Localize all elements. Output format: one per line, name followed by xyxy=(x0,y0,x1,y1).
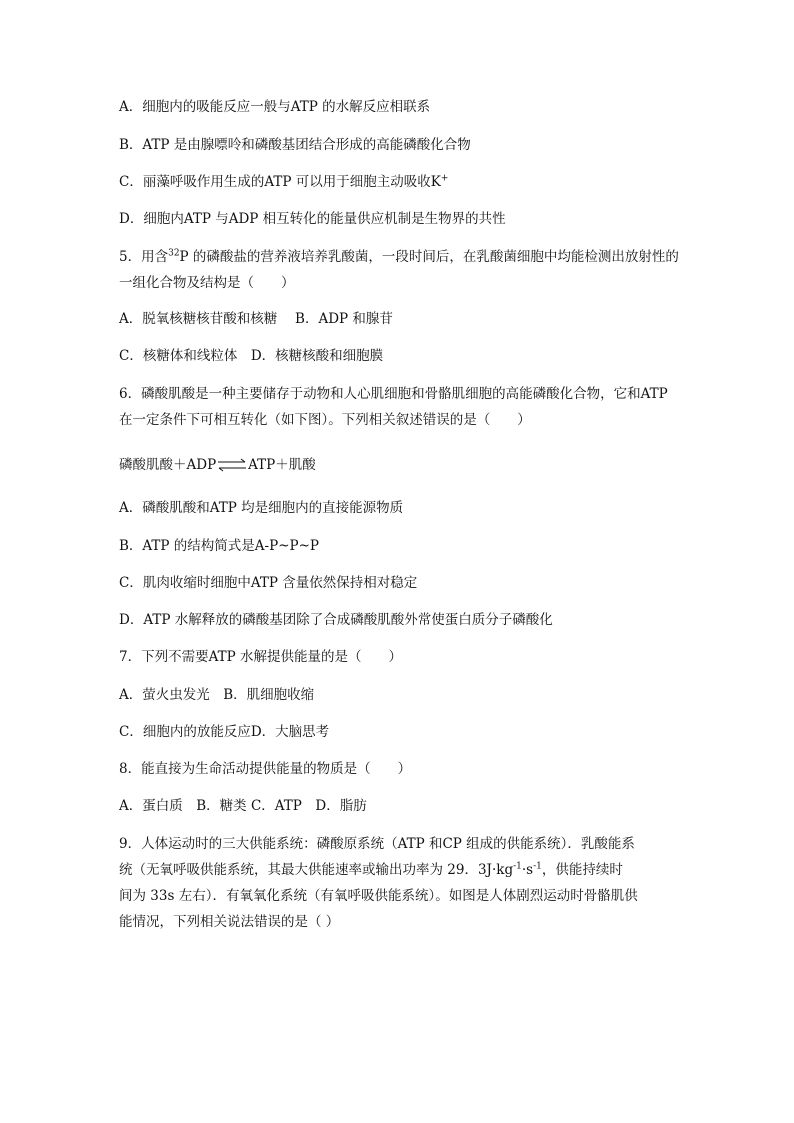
q6-stem: 6．磷酸肌酸是一种主要储存于动物和人心肌细胞和骨骼肌细胞的高能磷酸化合物，它和ATP 在一定条件下可相互转化（如下图）。下列相关叙述错误的是（ ） xyxy=(119,386,668,428)
q7-options-ab: A．萤火虫发光 B．肌细胞收缩 xyxy=(119,687,315,703)
q6-equation-right: ATP＋肌酸 xyxy=(248,457,316,473)
q5-isotope-superscript: 32 xyxy=(168,248,180,259)
q7-stem: 7．下列不需要ATP 水解提供能量的是（ ） xyxy=(119,649,402,665)
q5-options-cd: C．核糖体和线粒体 D．核糖核酸和细胞膜 xyxy=(119,348,384,364)
q6-equation xyxy=(119,455,316,475)
q6-option-d: D．ATP 水解释放的磷酸基团除了合成磷酸肌酸外常使蛋白质分子磷酸化 xyxy=(119,612,553,628)
q9-line-2-end: ，供能持续时 xyxy=(541,862,623,878)
q4-option-d: D．细胞内ATP 与ADP 相互转化的能量供应机制是生物界的共性 xyxy=(119,211,506,227)
q6-equation-left: 磷酸肌酸＋ADP xyxy=(119,457,217,473)
q9-exponent-1: -1 xyxy=(513,861,522,872)
q4-option-c-superscript: + xyxy=(440,173,449,184)
q6-option-b: B．ATP 的结构简式是A-P~P~P xyxy=(119,538,319,554)
q8-stem: 8．能直接为生命活动提供能量的物质是（ ） xyxy=(119,761,412,777)
q9-line-2-mid: ·s xyxy=(521,862,534,878)
reversible-arrow-icon xyxy=(217,458,247,472)
q6-option-c: C．肌肉收缩时细胞中ATP 含量依然保持相对稳定 xyxy=(119,575,418,591)
q9-stem-line-1: 9．人体运动时的三大供能系统：磷酸原系统（ATP 和CP 组成的供能系统）．乳酸能系 xyxy=(119,836,635,852)
q5-stem-rest: P 的磷酸盐的营养液培养乳酸菌，一段时间后，在乳酸菌细胞中均能检测出放射性的一组化合物及结构是（ ） xyxy=(119,249,679,291)
q4-option-c xyxy=(119,172,684,192)
q4-option-c-text: C．丽藻呼吸作用生成的ATP 可以用于细胞主动吸收K xyxy=(119,174,441,190)
q9-stem-line-2 xyxy=(119,860,684,880)
q9-line-2-start: 统（无氧呼吸供能系统，其最大供能速率或输出功率为 29．3J·kg xyxy=(119,862,514,878)
q9-exponent-2: -1 xyxy=(533,861,542,872)
q4-option-b: B．ATP 是由腺嘌呤和磷酸基团结合形成的高能磷酸化合物 xyxy=(119,137,471,153)
q5-stem-start: 5．用含 xyxy=(119,249,169,265)
q9-stem-line-4: 能情况，下列相关说法错误的是（ ） xyxy=(119,914,340,930)
q8-options: A．蛋白质 B．糖类 C．ATP D．脂肪 xyxy=(119,798,367,814)
q6-option-a: A．磷酸肌酸和ATP 均是细胞内的直接能源物质 xyxy=(119,500,404,516)
q5-options-ab: A．脱氧核糖核苷酸和核糖 B．ADP 和腺苷 xyxy=(119,311,393,327)
q4-option-a: A．细胞内的吸能反应一般与ATP 的水解反应相联系 xyxy=(119,99,431,115)
q5-stem xyxy=(119,244,684,296)
q9-stem-line-3: 间为 33s 左右）．有氧氧化系统（有氧呼吸供能系统）。如图是人体剧烈运动时骨骼肌供 xyxy=(119,888,638,904)
q7-options-cd: C．细胞内的放能反应D．大脑思考 xyxy=(119,724,330,740)
